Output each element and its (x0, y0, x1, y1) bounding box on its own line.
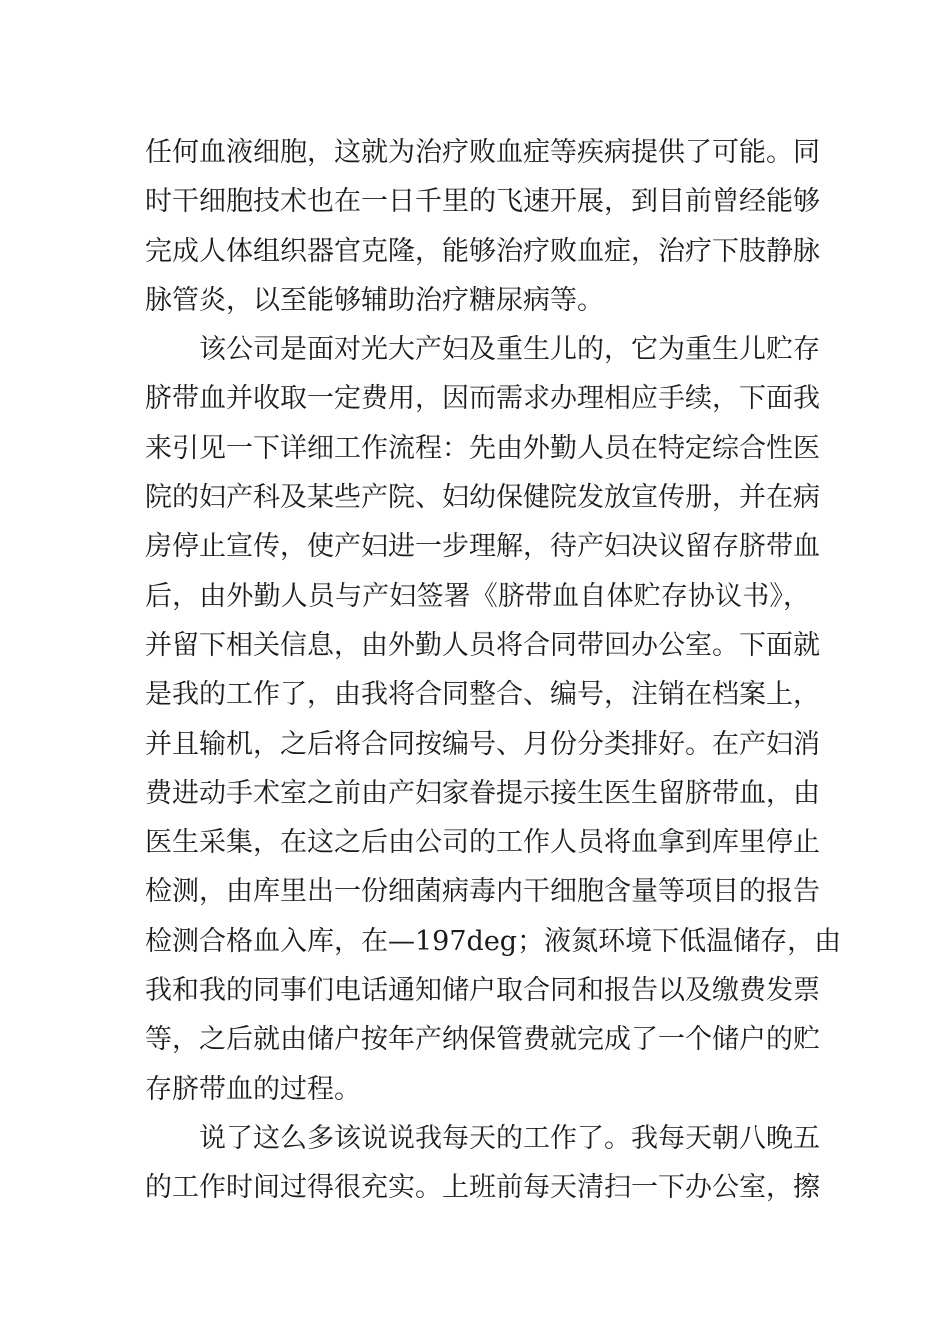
text-line: 后，由外勤人员与产妇签署《脐带血自体贮存协议书》， (145, 580, 810, 612)
text-line: 存脐带血的过程。 (145, 1073, 361, 1105)
text-line: 医生采集，在这之后由公司的工作人员将血拿到库里停止 (145, 827, 820, 859)
text-line: 任何血液细胞，这就为治疗败血症等疾病提供了可能。同 (145, 137, 820, 168)
text-line: 并留下相关信息，由外勤人员将合同带回办公室。下面就 (145, 629, 820, 661)
text-line: 检测合格血入库，在—197deg；液氮环境下低温储存，由 (145, 925, 842, 957)
text-line: 该公司是面对光大产妇及重生儿的，它为重生儿贮存 (199, 334, 820, 366)
paragraph-3 (145, 1114, 820, 1213)
body-text (145, 128, 842, 1213)
text-line: 说了这么多该说说我每天的工作了。我每天朝八晚五 (199, 1122, 820, 1154)
text-line: 脐带血并收取一定费用，因而需求办理相应手续，下面我 (145, 383, 820, 415)
text-line: 脉管炎，以至能够辅助治疗糖尿病等。 (145, 284, 604, 316)
text-line: 时干细胞技术也在一日千里的飞速开展，到目前曾经能够 (145, 186, 820, 218)
text-line: 费进动手术室之前由产妇家眷提示接生医生留脐带血，由 (145, 777, 820, 809)
text-line: 是我的工作了，由我将合同整合、编号，注销在档案上， (145, 679, 820, 711)
text-line: 我和我的同事们电话通知储户取合同和报告以及缴费发票 (145, 975, 820, 1007)
text-line: 并且输机，之后将合同按编号、月份分类排好。在产妇消 (145, 728, 820, 760)
paragraph-2 (145, 325, 842, 1114)
text-line: 院的妇产科及某些产院、妇幼保健院发放宣传册，并在病 (145, 482, 820, 514)
text-line: 来引见一下详细工作流程：先由外勤人员在特定综合性医 (145, 432, 820, 464)
text-line: 的工作时间过得很充实。上班前每天清扫一下办公室，擦 (145, 1172, 820, 1204)
text-line: 完成人体组织器官克隆，能够治疗败血症，治疗下肢静脉 (145, 235, 820, 267)
text-line: 检测，由库里出一份细菌病毒内干细胞含量等项目的报告 (145, 876, 820, 908)
text-line: 等，之后就由储户按年产纳保管费就完成了一个储户的贮 (145, 1024, 820, 1056)
paragraph-1 (145, 128, 820, 325)
text-line: 房停止宣传，使产妇进一步理解，待产妇决议留存脐带血 (145, 531, 820, 563)
